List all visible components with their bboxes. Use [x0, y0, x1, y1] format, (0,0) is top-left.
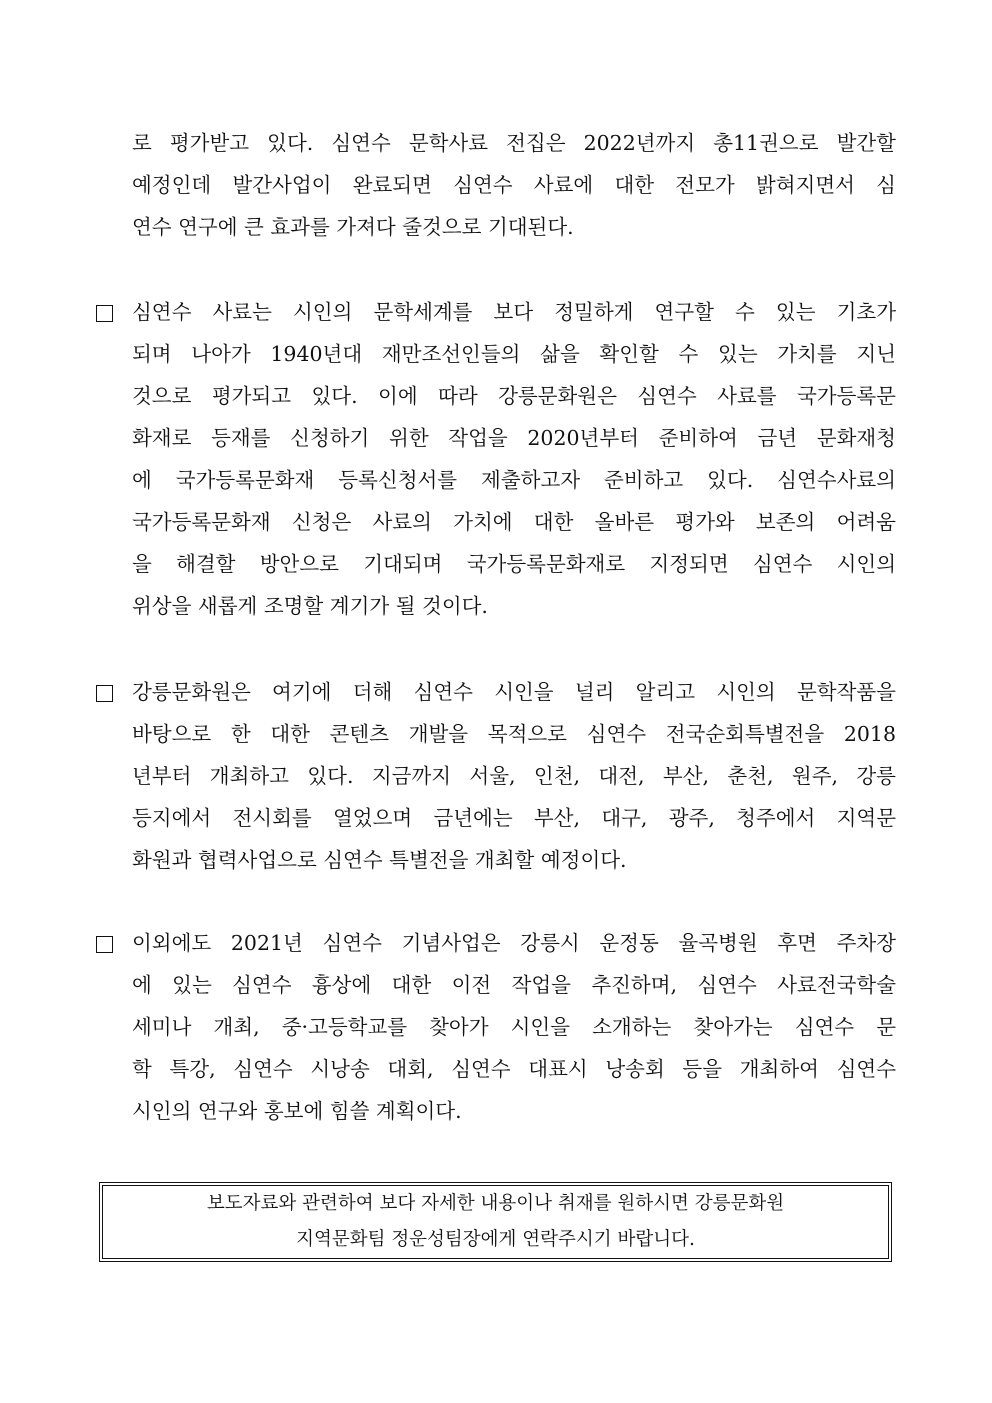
- contact-info-box: [99, 1182, 892, 1262]
- paragraph-4-line-1: 이외에도 2021년 심연수 기념사업은 강릉시 운정동 율곡병원 후면 주차장: [132, 931, 896, 955]
- contact-line-1: 보도자료와 관련하여 보다 자세한 내용이나 취재를 원하시면 강릉문화원: [206, 1193, 785, 1214]
- paragraph-2-line-2: 되며 나아가 1940년대 재만조선인들의 삶을 확인할 수 있는 가치를 지닌: [132, 342, 896, 366]
- paragraph-2-line-5: 에 국가등록문화재 등록신청서를 제출하고자 준비하고 있다. 심연수사료의: [132, 468, 896, 492]
- checkbox-bullet-icon: [96, 936, 113, 953]
- paragraph-1-line-1: 로 평가받고 있다. 심연수 문학사료 전집은 2022년까지 총11권으로 발간할: [132, 131, 896, 155]
- checkbox-bullet-icon: [96, 305, 113, 322]
- paragraph-4-line-4: 학 특강, 심연수 시낭송 대회, 심연수 대표시 낭송회 등을 개최하여 심연수: [132, 1057, 896, 1081]
- paragraph-1-line-3: 연수 연구에 큰 효과를 가져다 줄것으로 기대된다.: [132, 215, 574, 239]
- paragraph-2-line-6: 국가등록문화재 신청은 사료의 가치에 대한 올바른 평가와 보존의 어려움: [132, 510, 896, 534]
- paragraph-3-line-2: 바탕으로 한 대한 콘텐츠 개발을 목적으로 심연수 전국순회특별전을 2018: [132, 722, 896, 746]
- paragraph-1-line-2: 예정인데 발간사업이 완료되면 심연수 사료에 대한 전모가 밝혀지면서 심: [132, 173, 896, 197]
- paragraph-2-line-7: 을 해결할 방안으로 기대되며 국가등록문화재로 지정되면 심연수 시인의: [132, 552, 896, 576]
- paragraph-2-line-3: 것으로 평가되고 있다. 이에 따라 강릉문화원은 심연수 사료를 국가등록문: [132, 384, 896, 408]
- paragraph-2-line-1: 심연수 사료는 시인의 문학세계를 보다 정밀하게 연구할 수 있는 기초가: [132, 300, 896, 324]
- paragraph-2-line-8: 위상을 새롭게 조명할 계기가 될 것이다.: [132, 594, 488, 618]
- paragraph-3-line-1: 강릉문화원은 여기에 더해 심연수 시인을 널리 알리고 시인의 문학작품을: [132, 680, 896, 704]
- paragraph-4-line-3: 세미나 개최, 중·고등학교를 찾아가 시인을 소개하는 찾아가는 심연수 문: [132, 1015, 896, 1039]
- paragraph-4-line-5: 시인의 연구와 홍보에 힘쓸 계획이다.: [132, 1099, 462, 1123]
- paragraph-4-line-2: 에 있는 심연수 흉상에 대한 이전 작업을 추진하며, 심연수 사료전국학술: [132, 973, 896, 997]
- paragraph-3-line-4: 등지에서 전시회를 열었으며 금년에는 부산, 대구, 광주, 청주에서 지역문: [132, 806, 896, 830]
- paragraph-3-line-5: 화원과 협력사업으로 심연수 특별전을 개최할 예정이다.: [132, 848, 627, 872]
- contact-line-2: 지역문화팀 정운성팀장에게 연락주시기 바랍니다.: [296, 1229, 695, 1250]
- checkbox-bullet-icon: [96, 685, 113, 702]
- paragraph-2-line-4: 화재로 등재를 신청하기 위한 작업을 2020년부터 준비하여 금년 문화재청: [132, 426, 896, 450]
- paragraph-3-line-3: 년부터 개최하고 있다. 지금까지 서울, 인천, 대전, 부산, 춘천, 원주, 강릉: [132, 764, 896, 788]
